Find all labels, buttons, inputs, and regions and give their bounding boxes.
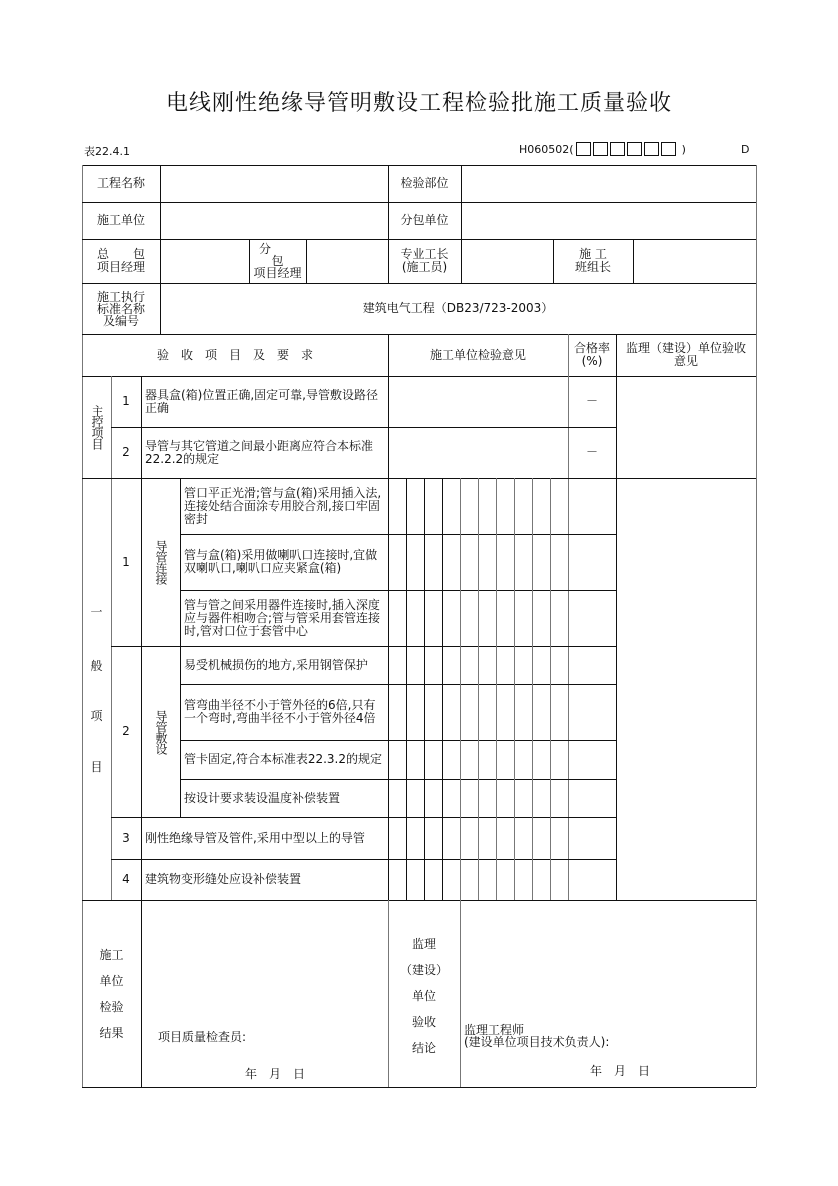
main-item-opinion-field[interactable] — [388, 376, 568, 427]
subcontract-unit-field[interactable] — [461, 202, 756, 239]
grid-line — [82, 1087, 756, 1088]
form-code — [519, 142, 686, 156]
inspection-part-label: 检验部位 — [400, 176, 449, 190]
code-box[interactable] — [644, 142, 659, 156]
general-pm-label-line2: 项目经理 — [96, 260, 145, 274]
general-label-char: 目 — [90, 760, 103, 774]
general-supervision-opinion-field[interactable] — [616, 478, 756, 900]
main-control-label — [82, 376, 111, 478]
general-pm-label-line1: 总 包 — [96, 247, 145, 261]
general-items-label — [82, 478, 111, 900]
main-item-number: 1 — [122, 394, 130, 408]
pass-rate-header-line1: 合格率 — [573, 341, 610, 355]
supervision-conclusion-line: 单位 — [411, 989, 436, 1003]
team-leader-label — [553, 239, 633, 283]
general-group-number: 1 — [122, 554, 130, 569]
general-item-text: 管弯曲半径不小于管外径的6倍,只有一个弯时,弯曲半径不小于管外径4倍 — [184, 698, 376, 725]
construction-opinion-header: 施工单位检验意见 — [429, 347, 526, 362]
construction-result-line: 施工 — [99, 948, 124, 962]
general-group-label-text: 导管连接 — [154, 540, 168, 584]
form-code-letter: D — [741, 143, 750, 156]
construction-unit-field[interactable] — [160, 202, 388, 239]
foreman-label — [388, 239, 461, 283]
general-group-number: 4 — [122, 872, 130, 886]
code-box[interactable] — [661, 142, 676, 156]
general-group-number: 3 — [122, 830, 130, 845]
code-box[interactable] — [576, 142, 591, 156]
date-left: 年 月 日 — [245, 1067, 306, 1081]
general-group-label — [141, 646, 180, 817]
main-item-pass-rate: － — [585, 445, 598, 459]
general-pass-rate-field[interactable] — [568, 478, 616, 900]
code-box[interactable] — [593, 142, 608, 156]
standard-value: 建筑电气工程（DB23/723-2003） — [362, 301, 554, 315]
supervision-header-line1: 监理（建设）单位验收 — [625, 341, 746, 355]
general-group-number: 2 — [122, 724, 130, 738]
general-inspection-grid[interactable] — [388, 478, 568, 900]
code-box[interactable] — [627, 142, 642, 156]
supervision-conclusion-line: （建设） — [399, 963, 448, 977]
standard-label-line2: 标准名称 — [96, 301, 145, 316]
sub-pm-label-line1: 分 — [259, 242, 272, 256]
general-item-text: 刚性绝缘导管及管件,采用中型以上的导管 — [145, 830, 365, 845]
inspection-part-field[interactable] — [461, 165, 756, 202]
general-pm-label — [82, 239, 160, 283]
main-item-number: 2 — [122, 445, 130, 459]
general-label-char: 项 — [90, 709, 103, 723]
foreman-label-line2: (施工员) — [401, 260, 448, 274]
quality-inspector-label: 项目质量检查员: — [158, 1030, 247, 1044]
team-leader-label-line2: 班组长 — [574, 260, 611, 274]
sub-pm-label — [249, 239, 306, 283]
foreman-label-line1: 专业工长 — [400, 247, 449, 261]
construction-result-field[interactable] — [141, 900, 388, 1087]
date-right: 年 月 日 — [590, 1064, 651, 1078]
general-item-text: 建筑物变形缝处应设补偿装置 — [145, 872, 302, 886]
construction-result-line: 检验 — [99, 1000, 124, 1014]
construction-result-line: 单位 — [99, 974, 124, 988]
construction-unit-label: 施工单位 — [96, 213, 145, 227]
general-item-text: 管卡固定,符合本标准表22.3.2的规定 — [184, 752, 382, 766]
standard-label-line3: 及编号 — [102, 313, 139, 328]
form-code-suffix: ) — [681, 142, 686, 156]
general-group-label — [141, 478, 180, 646]
main-supervision-opinion-field[interactable] — [616, 376, 756, 478]
general-group-label-text: 导管敷设 — [154, 709, 168, 754]
pass-rate-header — [568, 334, 616, 376]
supervision-conclusion-field[interactable] — [460, 900, 756, 1087]
grid-line — [756, 165, 757, 1087]
general-item-text: 管与管之间采用器件连接时,插入深度应与器件相吻合;管与管采用套管连接时,管对口位于套管中心 — [184, 597, 381, 638]
construction-result-label — [82, 900, 141, 1087]
supervision-conclusion-line: 监理 — [411, 937, 436, 951]
page-title: 电线刚性绝缘导管明敷设工程检验批施工质量验收 — [165, 91, 672, 116]
general-label-char: 般 — [90, 659, 103, 673]
form-code-prefix: H060502( — [519, 142, 574, 156]
team-leader-field[interactable] — [633, 239, 756, 283]
main-item-text: 导管与其它管道之间最小距离应符合本标准22.2.2的规定 — [145, 438, 374, 466]
main-item-text: 器具盒(箱)位置正确,固定可靠,导管敷设路径正确 — [145, 387, 378, 415]
standard-label-line1: 施工执行 — [96, 289, 145, 304]
pass-rate-header-line2: (%) — [581, 354, 603, 368]
supervision-conclusion-line: 结论 — [411, 1041, 436, 1055]
general-item-text: 按设计要求装设温度补偿装置 — [184, 790, 341, 805]
supervision-engineer-label-line1: 监理工程师 — [464, 1023, 525, 1037]
code-box[interactable] — [610, 142, 625, 156]
general-item-text: 管与盒(箱)采用做喇叭口连接时,宜做双喇叭口,喇叭口应夹紧盒(箱) — [184, 548, 378, 575]
table-number: 表22.4.1 — [84, 145, 130, 158]
form-code-boxes[interactable] — [576, 142, 676, 156]
general-label-char: 一 — [90, 605, 103, 619]
supervision-header — [616, 334, 756, 376]
team-leader-label-line1: 施 工 — [579, 247, 607, 261]
supervision-header-line2: 意见 — [673, 354, 698, 368]
main-item-pass-rate: － — [585, 394, 598, 408]
supervision-conclusion-line: 验收 — [411, 1015, 436, 1029]
items-header: 验 收 项 目 及 要 求 — [156, 347, 313, 362]
sub-pm-field[interactable] — [306, 239, 388, 283]
supervision-conclusion-label — [388, 900, 460, 1087]
standard-label — [82, 283, 160, 334]
main-item-opinion-field[interactable] — [388, 427, 568, 478]
general-item-text: 管口平正光滑;管与盒(箱)采用插入法,连接处结合面涂专用胶合剂,接口牢固密封 — [184, 485, 382, 526]
general-item-text: 易受机械损伤的地方,采用钢管保护 — [184, 657, 368, 672]
project-name-field[interactable] — [160, 165, 388, 202]
subcontract-unit-label: 分包单位 — [400, 213, 449, 227]
sub-pm-label-line3: 项目经理 — [253, 266, 302, 280]
sub-pm-label-line2: 包 — [271, 254, 284, 268]
general-pm-field[interactable] — [160, 239, 249, 283]
project-name-label: 工程名称 — [96, 176, 145, 190]
supervision-engineer-label-line2: (建设单位项目技术负责人): — [464, 1035, 610, 1049]
main-control-label-text: 主控项目 — [90, 405, 104, 449]
foreman-field[interactable] — [461, 239, 553, 283]
construction-result-line: 结果 — [99, 1026, 124, 1040]
